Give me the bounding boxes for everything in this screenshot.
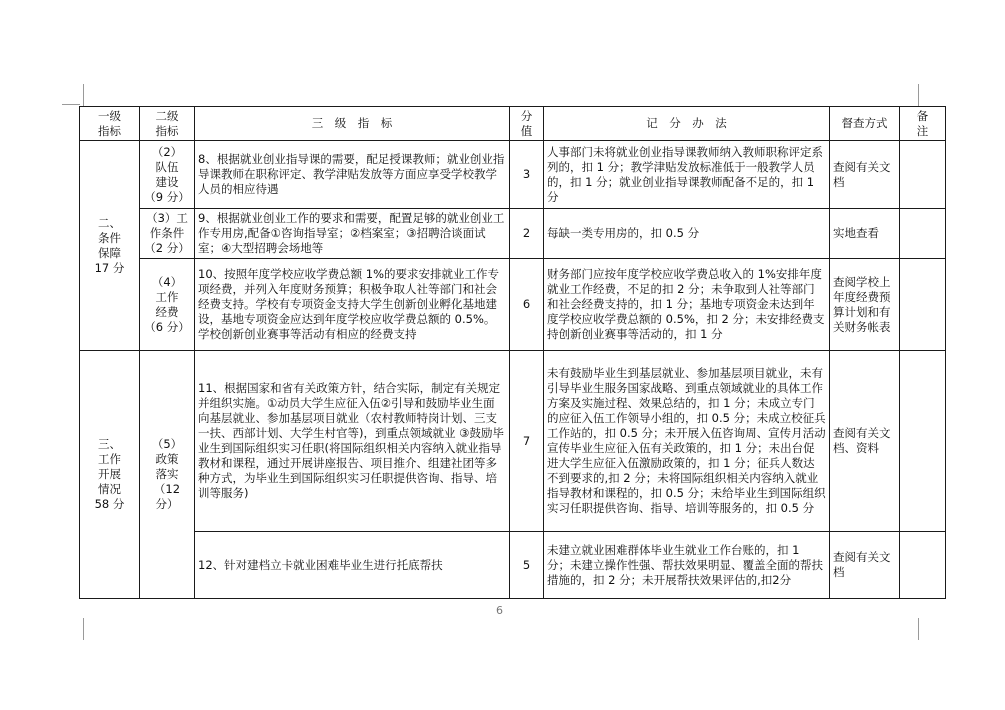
check-cell: 查阅有关文档、资料	[830, 351, 900, 532]
header-level3: 三 级 指 标	[195, 107, 510, 141]
table-row	[80, 351, 946, 532]
notes-cell	[900, 259, 946, 351]
header-method: 记 分 办 法	[544, 107, 830, 141]
indicator-table	[79, 106, 946, 599]
page-number: 6	[496, 604, 503, 617]
crop-mark	[83, 84, 84, 106]
score-cell: 7	[510, 351, 544, 532]
indicator-cell: 12、针对建档立卡就业困难毕业生进行托底帮扶	[195, 532, 510, 599]
level2-cell: （2） 队伍 建设 （9 分）	[140, 141, 195, 209]
table-row	[80, 141, 946, 209]
method-cell: 每缺一类专用房的，扣 0.5 分	[544, 209, 830, 259]
indicator-cell: 10、按照年度学校应收学费总额 1%的要求安排就业工作专项经费，并列入年度财务预算；积极争取人社等部门和社会经费支持。学校有专项资金支持大学生创新创业孵化基地建设，基地专项资金应达到年度学校应收学费总额的 0.5%。学校创新创业赛事等活动有相应的经费支持	[195, 259, 510, 351]
check-cell: 查阅学校上年度经费预算计划和有关财务帐表	[830, 259, 900, 351]
notes-cell	[900, 532, 946, 599]
level1-cell: 二、 条件 保障 17 分	[80, 141, 140, 351]
indicator-cell: 8、根据就业创业指导课的需要，配足授课教师；就业创业指导课教师在职称评定、教学津贴发放等方面应享受学校教学人员的相应待遇	[195, 141, 510, 209]
indicator-cell: 9、根据就业创业工作的要求和需要，配置足够的就业创业工作专用房,配备①咨询指导室；②档案室；③招聘洽谈面试室；④大型招聘会场地等	[195, 209, 510, 259]
header-notes: 备 注	[900, 107, 946, 141]
crop-mark	[918, 618, 919, 640]
check-cell: 查阅有关文档	[830, 532, 900, 599]
notes-cell	[900, 209, 946, 259]
header-level2: 二级 指标	[140, 107, 195, 141]
level2-cell: （4） 工作 经费 （6 分）	[140, 259, 195, 351]
crop-mark	[62, 104, 80, 105]
header-score: 分 值	[510, 107, 544, 141]
notes-cell	[900, 351, 946, 532]
header-level1: 一级 指标	[80, 107, 140, 141]
header-check: 督查方式	[830, 107, 900, 141]
check-cell: 查阅有关文档	[830, 141, 900, 209]
score-cell: 6	[510, 259, 544, 351]
level2-cell: （3）工 作条件 （2 分）	[140, 209, 195, 259]
method-cell: 财务部门应按年度学校应收学费总收入的 1%安排年度就业工作经费，不足的扣 2 分；未争取到人社等部门和社会经费支持的，扣 1 分；基地专项资金未达到年度学校应收学费总额的 0.5%，扣 2 分；未安排经费支持创新创业赛事等活动的，扣 1 分	[544, 259, 830, 351]
level1-cell: 三、 工作 开展 情况 58 分	[80, 351, 140, 599]
table-row	[80, 532, 946, 599]
method-cell: 人事部门未将就业创业指导课教师纳入教师职称评定系列的，扣 1 分；教学津贴发放标准低于一般教学人员的，扣 1 分；就业创业指导课教师配备不足的，扣 1 分	[544, 141, 830, 209]
crop-mark	[83, 618, 84, 640]
score-cell: 3	[510, 141, 544, 209]
method-cell: 未建立就业困难群体毕业生就业工作台账的，扣 1 分；未建立操作性强、帮扶效果明显、覆盖全面的帮扶措施的，扣 2 分；未开展帮扶效果评估的,扣2分	[544, 532, 830, 599]
notes-cell	[900, 141, 946, 209]
table-header-row	[80, 107, 946, 141]
level2-cell: （5） 政策 落实 （12 分）	[140, 351, 195, 599]
table-row	[80, 259, 946, 351]
score-cell: 2	[510, 209, 544, 259]
table-row	[80, 209, 946, 259]
indicator-cell: 11、根据国家和省有关政策方针，结合实际，制定有关规定并组织实施。①动员大学生应征入伍②引导和鼓励毕业生面向基层就业、参加基层项目就业（农村教师特岗计划、三支一扶、西部计划、大学生村官等)，到重点领域就业 ③鼓励毕业生到国际组织实习任职(将国际组织相关内容纳入就业指导教材和课程，通过开展讲座报告、项目推介、组建社团等多种方式，为毕业生到国际组织实习任职提供咨询、指导、培训等服务)	[195, 351, 510, 532]
crop-mark	[918, 84, 919, 106]
method-cell: 未有鼓励毕业生到基层就业、参加基层项目就业，未有引导毕业生服务国家战略、到重点领域就业的具体工作方案及实施过程、效果总结的，扣 1 分；未成立专门的应征入伍工作领导小组的，扣 0.5 分；未成立校征兵工作站的，扣 0.5 分；未开展入伍咨询周、宣传月活动宣传毕业生应征入伍有关政策的，扣 1 分；未出台促进大学生应征入伍激励政策的，扣 1 分；征兵人数达不到要求的,扣 2 分；未将国际组织相关内容纳入就业指导教材和课程的，扣 0.5 分；未给毕业生到国际组织实习任职提供咨询、指导、培训等服务的，扣 0.5 分	[544, 351, 830, 532]
score-cell: 5	[510, 532, 544, 599]
check-cell: 实地查看	[830, 209, 900, 259]
